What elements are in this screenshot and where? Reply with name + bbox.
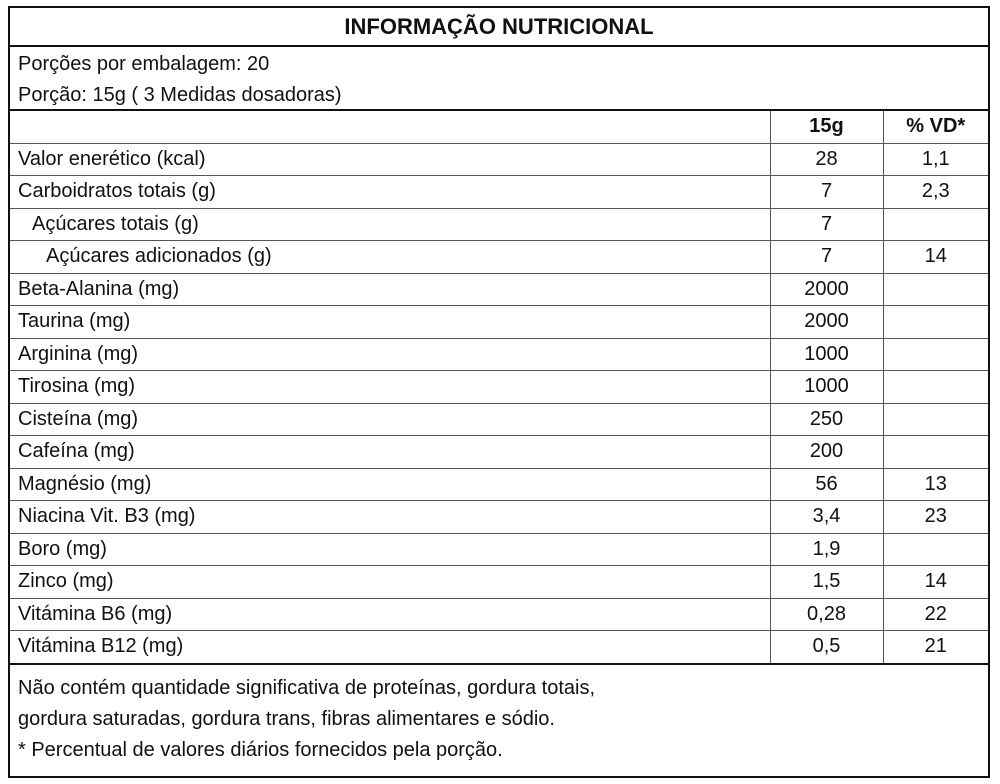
nutrient-vd: 1,1 [883,143,988,176]
table-row [10,631,988,664]
nutrient-vd [883,338,988,371]
table-row [10,208,988,241]
nutrient-name: Zinco (mg) [10,566,770,599]
nutrient-name: Magnésio (mg) [10,468,770,501]
nutrient-name: Beta-Alanina (mg) [10,273,770,306]
table-row [10,598,988,631]
table-row [10,371,988,404]
nutrient-name: Boro (mg) [10,533,770,566]
table-row [10,143,988,176]
label-title: INFORMAÇÃO NUTRICIONAL [10,8,988,47]
nutrient-vd: 22 [883,598,988,631]
table-row [10,533,988,566]
nutrient-amount: 1000 [770,338,883,371]
nutrient-name: Açúcares adicionados (g) [10,241,770,274]
header-amount: 15g [770,111,883,143]
portion-size: Porção: 15g ( 3 Medidas dosadoras) [18,84,342,106]
nutrient-vd: 2,3 [883,176,988,209]
nutrition-label [8,6,990,778]
nutrient-vd: 23 [883,501,988,534]
nutrient-name: Carboidratos totais (g) [10,176,770,209]
nutrient-name: Vitámina B6 (mg) [10,598,770,631]
nutrient-name: Tirosina (mg) [10,371,770,404]
table-row [10,403,988,436]
footnotes [10,665,988,766]
portions-per-pack: Porções por embalagem: 20 [18,53,270,75]
table-row [10,273,988,306]
nutrient-vd [883,533,988,566]
nutrient-vd [883,403,988,436]
nutrient-amount: 1,9 [770,533,883,566]
nutrient-amount: 0,5 [770,631,883,664]
nutrient-amount: 7 [770,208,883,241]
nutrient-vd: 13 [883,468,988,501]
footnote-line-1: Não contém quantidade significativa de proteínas, gordura totais, [18,676,596,699]
nutrient-vd [883,273,988,306]
nutrient-vd: 21 [883,631,988,664]
table-row [10,176,988,209]
table-row [10,306,988,339]
nutrient-vd: 14 [883,566,988,599]
nutrient-amount: 200 [770,436,883,469]
nutrient-name: Vitámina B12 (mg) [10,631,770,664]
nutrition-rows [10,143,988,664]
footnote-line-2: gordura saturadas, gordura trans, fibras alimentares e sódio. [18,707,555,730]
nutrient-vd [883,306,988,339]
header-vd: % VD* [883,111,988,143]
nutrient-amount: 28 [770,143,883,176]
nutrient-amount: 2000 [770,273,883,306]
nutrition-table [10,111,988,665]
nutrient-name: Niacina Vit. B3 (mg) [10,501,770,534]
nutrient-amount: 3,4 [770,501,883,534]
table-row [10,501,988,534]
nutrient-amount: 2000 [770,306,883,339]
nutrient-amount: 1000 [770,371,883,404]
nutrient-name: Cafeína (mg) [10,436,770,469]
nutrient-vd [883,436,988,469]
table-row [10,468,988,501]
table-row [10,241,988,274]
nutrient-name: Cisteína (mg) [10,403,770,436]
nutrient-vd [883,208,988,241]
nutrient-name: Arginina (mg) [10,338,770,371]
nutrient-amount: 7 [770,241,883,274]
table-row [10,338,988,371]
nutrient-amount: 1,5 [770,566,883,599]
nutrient-amount: 0,28 [770,598,883,631]
nutrient-amount: 7 [770,176,883,209]
table-row [10,566,988,599]
nutrient-vd: 14 [883,241,988,274]
nutrient-amount: 56 [770,468,883,501]
nutrient-name: Taurina (mg) [10,306,770,339]
header-nutrient [10,111,770,143]
nutrient-amount: 250 [770,403,883,436]
nutrient-name: Valor enerético (kcal) [10,143,770,176]
footnote-line-3: * Percentual de valores diários fornecidos pela porção. [18,738,503,761]
table-header-row [10,111,988,143]
nutrient-vd [883,371,988,404]
portion-info [10,47,988,111]
table-row [10,436,988,469]
nutrient-name: Açúcares totais (g) [10,208,770,241]
